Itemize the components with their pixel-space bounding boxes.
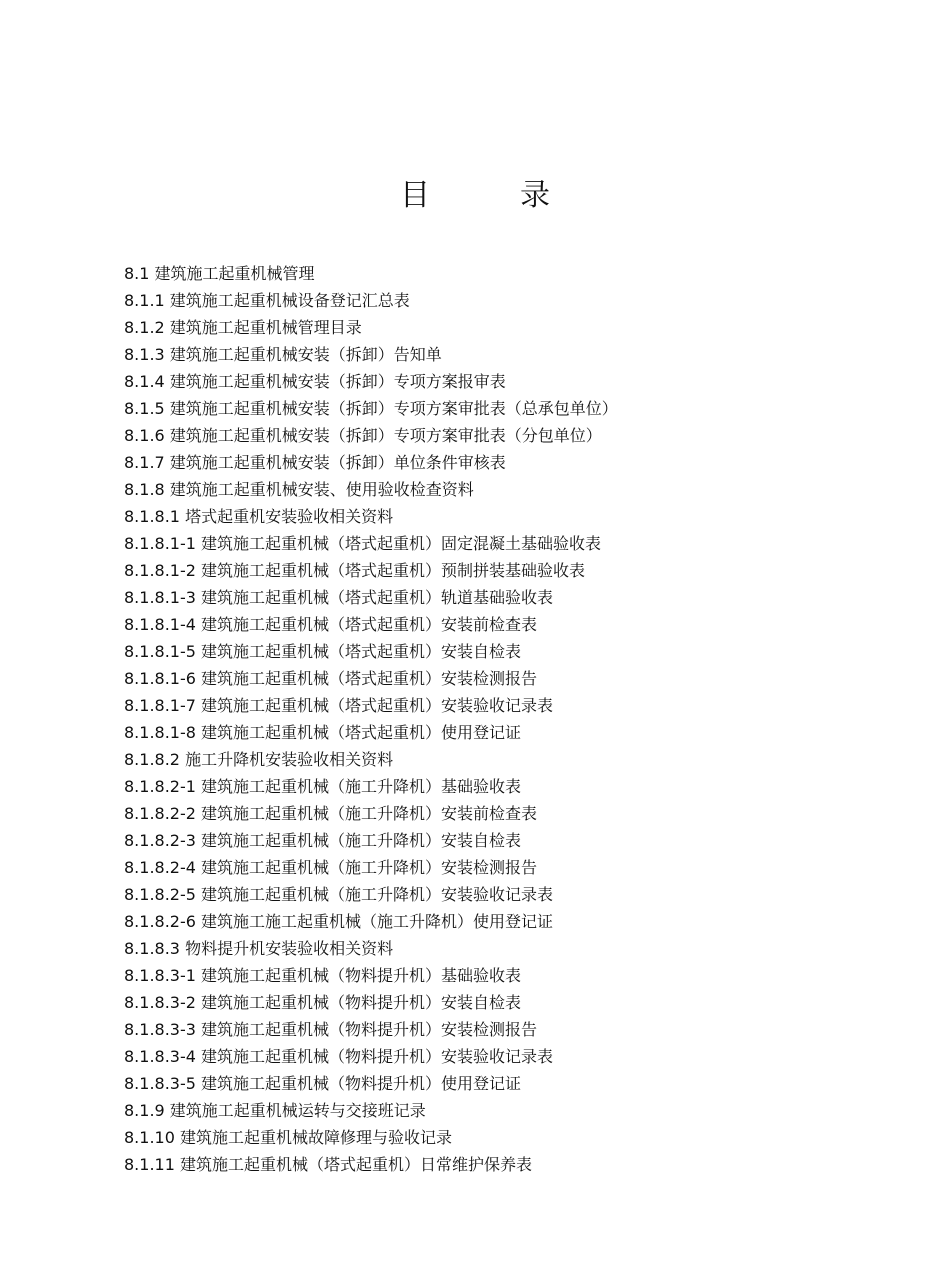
toc-entry: 8.1.8 建筑施工起重机械安装、使用验收检查资料 — [124, 480, 474, 499]
toc-entry: 8.1.8.1-3 建筑施工起重机械（塔式起重机）轨道基础验收表 — [124, 588, 554, 607]
toc-entry: 8.1.9 建筑施工起重机械运转与交接班记录 — [124, 1101, 426, 1120]
toc-entry: 8.1.8.2-1 建筑施工起重机械（施工升降机）基础验收表 — [124, 777, 522, 796]
toc-entry: 8.1.8.3-3 建筑施工起重机械（物料提升机）安装检测报告 — [124, 1020, 538, 1039]
toc-entry: 8.1.8.3-2 建筑施工起重机械（物料提升机）安装自检表 — [124, 993, 522, 1012]
toc-entry: 8.1.8.1-1 建筑施工起重机械（塔式起重机）固定混凝土基础验收表 — [124, 534, 602, 553]
toc-entry: 8.1.8.3-5 建筑施工起重机械（物料提升机）使用登记证 — [124, 1074, 522, 1093]
toc-entry: 8.1.8.2-6 建筑施工施工起重机械（施工升降机）使用登记证 — [124, 912, 554, 931]
toc-entry: 8.1.6 建筑施工起重机械安装（拆卸）专项方案审批表（分包单位） — [124, 426, 602, 445]
toc-entry: 8.1.8.1-7 建筑施工起重机械（塔式起重机）安装验收记录表 — [124, 696, 554, 715]
page-title: 目 录 — [400, 178, 580, 213]
toc-entry: 8.1.8.2-3 建筑施工起重机械（施工升降机）安装自检表 — [124, 831, 522, 850]
toc-entry: 8.1.1 建筑施工起重机械设备登记汇总表 — [124, 291, 410, 310]
toc-entry: 8.1.8.1-6 建筑施工起重机械（塔式起重机）安装检测报告 — [124, 669, 538, 688]
toc-entry: 8.1 建筑施工起重机械管理 — [124, 264, 315, 283]
toc-entry: 8.1.3 建筑施工起重机械安装（拆卸）告知单 — [124, 345, 442, 364]
toc-entry: 8.1.5 建筑施工起重机械安装（拆卸）专项方案审批表（总承包单位） — [124, 399, 618, 418]
toc-entry: 8.1.11 建筑施工起重机械（塔式起重机）日常维护保养表 — [124, 1155, 532, 1174]
toc-entry: 8.1.8.3-1 建筑施工起重机械（物料提升机）基础验收表 — [124, 966, 522, 985]
toc-entry: 8.1.4 建筑施工起重机械安装（拆卸）专项方案报审表 — [124, 372, 506, 391]
toc-entry: 8.1.2 建筑施工起重机械管理目录 — [124, 318, 362, 337]
toc-entry: 8.1.8.1-5 建筑施工起重机械（塔式起重机）安装自检表 — [124, 642, 522, 661]
toc-entry: 8.1.8.3 物料提升机安装验收相关资料 — [124, 939, 394, 958]
toc-entry: 8.1.10 建筑施工起重机械故障修理与验收记录 — [124, 1128, 452, 1147]
toc-entry: 8.1.8.1-2 建筑施工起重机械（塔式起重机）预制拼装基础验收表 — [124, 561, 586, 580]
toc-entry: 8.1.8.1-4 建筑施工起重机械（塔式起重机）安装前检查表 — [124, 615, 538, 634]
toc-entry: 8.1.8.2-4 建筑施工起重机械（施工升降机）安装检测报告 — [124, 858, 538, 877]
toc-entry: 8.1.8.2-2 建筑施工起重机械（施工升降机）安装前检查表 — [124, 804, 538, 823]
toc-entry: 8.1.8.2-5 建筑施工起重机械（施工升降机）安装验收记录表 — [124, 885, 554, 904]
toc-entry: 8.1.8.2 施工升降机安装验收相关资料 — [124, 750, 394, 769]
toc-entry: 8.1.8.3-4 建筑施工起重机械（物料提升机）安装验收记录表 — [124, 1047, 554, 1066]
table-of-contents — [124, 260, 618, 1178]
toc-entry: 8.1.8.1-8 建筑施工起重机械（塔式起重机）使用登记证 — [124, 723, 522, 742]
toc-entry: 8.1.7 建筑施工起重机械安装（拆卸）单位条件审核表 — [124, 453, 506, 472]
toc-entry: 8.1.8.1 塔式起重机安装验收相关资料 — [124, 507, 394, 526]
